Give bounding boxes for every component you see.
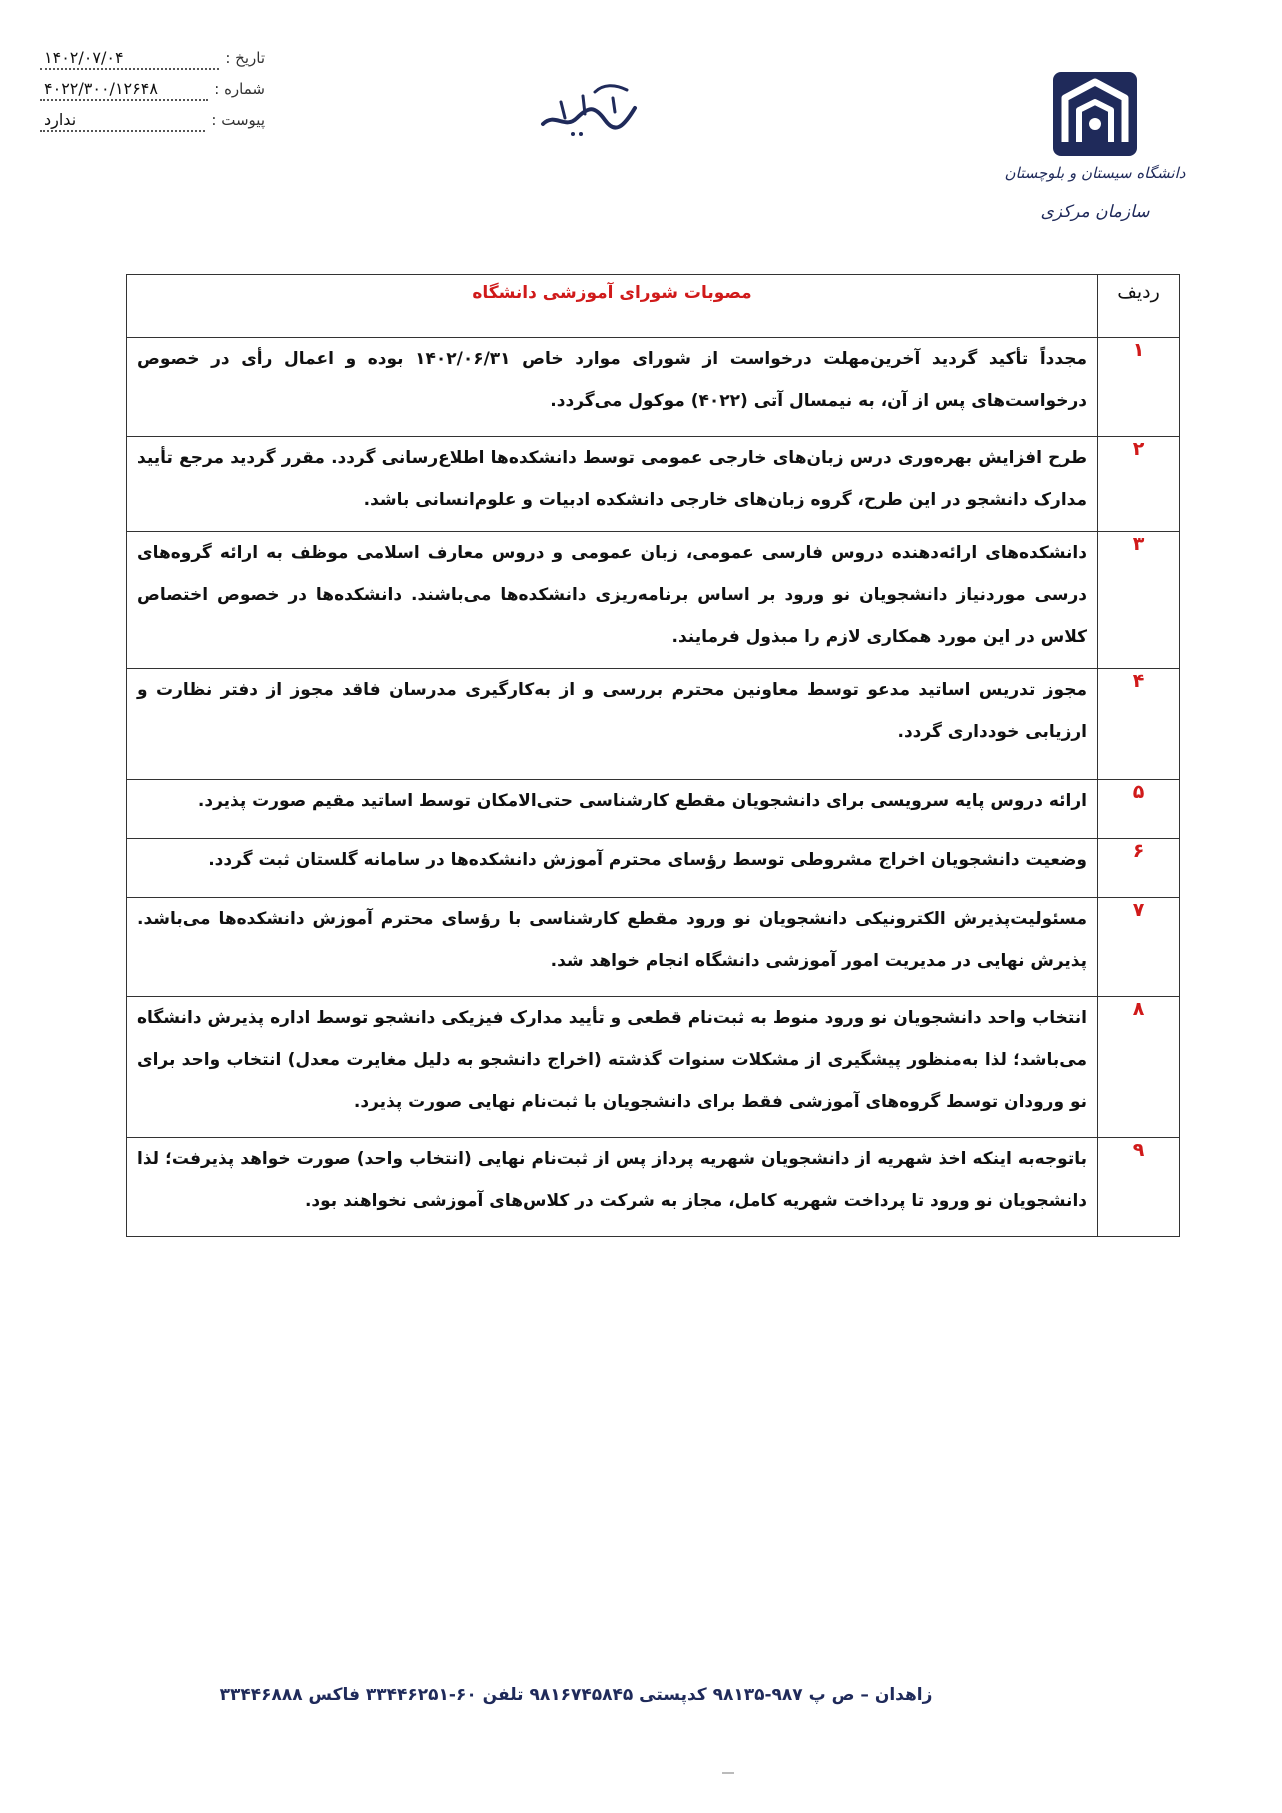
date-value: ۱۴۰۲/۰۷/۰۴	[40, 48, 219, 70]
attachment-value: ندارد	[40, 110, 205, 132]
date-label: تاریخ :	[225, 49, 265, 67]
row-number: ۵	[1098, 780, 1180, 839]
organization-name: سازمان مرکزی	[1040, 202, 1150, 222]
row-number: ۶	[1098, 839, 1180, 898]
number-row	[40, 79, 265, 110]
basmala-calligraphy	[535, 72, 645, 144]
table-row	[127, 669, 1180, 780]
university-emblem-icon	[1049, 68, 1141, 160]
row-number: ۴	[1098, 669, 1180, 780]
university-logo	[985, 68, 1205, 222]
table-row	[127, 1138, 1180, 1237]
row-text: مسئولیت‌پذیرش الکترونیکی دانشجویان نو ورود مقطع کارشناسی با رؤسای محترم آموزش دانشکده‌ها می‌باشد. پذیرش نهایی در مدیریت امور آموزشی دانشگاه انجام خواهد شد.	[127, 898, 1098, 997]
date-row	[40, 48, 265, 79]
row-text: ارائه دروس پایه سرویسی برای دانشجویان مقطع کارشناسی حتی‌الامکان توسط اساتید مقیم صورت پذیرد.	[127, 780, 1098, 839]
university-name: دانشگاه سیستان و بلوچستان	[1004, 164, 1186, 182]
number-label: شماره :	[214, 80, 265, 98]
row-text: دانشکده‌های ارائه‌دهنده دروس فارسی عمومی، زبان عمومی و دروس معارف اسلامی موظف به ارائه گروه‌های درسی موردنیاز دانشجویان نو ورود بر اساس برنامه‌ریزی دانشکده‌ها می‌باشند. دانشکده‌ها در خصوص اختصاص کلاس در این مورد همکاری لازم را مبذول فرمایند.	[127, 532, 1098, 669]
row-text: باتوجه‌به اینکه اخذ شهریه از دانشجویان شهریه پرداز پس از ثبت‌نام نهایی (انتخاب واحد) صورت خواهد پذیرفت؛ لذا دانشجویان نو ورود تا پرداخت شهریه کامل، مجاز به شرکت در کلاس‌های آموزشی نخواهند بود.	[127, 1138, 1098, 1237]
row-number: ۷	[1098, 898, 1180, 997]
number-value: ۴۰۲۲/۳۰۰/۱۲۶۴۸	[40, 79, 208, 101]
attachment-row	[40, 110, 265, 141]
resolutions-title-header: مصوبات شورای آموزشی دانشگاه	[127, 275, 1098, 338]
table-row	[127, 997, 1180, 1138]
row-number: ۲	[1098, 437, 1180, 532]
row-text: مجدداً تأکید گردید آخرین‌مهلت درخواست از شورای موارد خاص ۱۴۰۲/۰۶/۳۱ بوده و اعمال رأی در خصوص درخواست‌های پس از آن، به نیمسال آتی (۴۰۲۲) موکول می‌گردد.	[127, 338, 1098, 437]
table-row	[127, 839, 1180, 898]
row-text: وضعیت دانشجویان اخراج مشروطی توسط رؤسای محترم آموزش دانشکده‌ها در سامانه گلستان ثبت گردد.	[127, 839, 1098, 898]
resolutions-table	[126, 274, 1180, 1237]
footer-address: زاهدان – ص پ ۹۸۷-۹۸۱۳۵ کدپستی ۹۸۱۶۷۴۵۸۴۵ تلفن ۶۰-۳۳۴۴۶۲۵۱ فاکس ۳۳۴۴۶۸۸۸	[219, 1685, 933, 1705]
row-number: ۸	[1098, 997, 1180, 1138]
table-row	[127, 338, 1180, 437]
attachment-label: پیوست :	[211, 111, 265, 129]
row-text: مجوز تدریس اساتید مدعو توسط معاونین محترم بررسی و از به‌کارگیری مدرسان فاقد مجوز از دفتر نظارت و ارزیابی خودداری گردد.	[127, 669, 1098, 780]
row-number: ۳	[1098, 532, 1180, 669]
letter-meta	[40, 48, 265, 141]
row-number-header: ردیف	[1098, 275, 1180, 338]
table-row	[127, 437, 1180, 532]
table-row	[127, 532, 1180, 669]
row-text: انتخاب واحد دانشجویان نو ورود منوط به ثبت‌نام قطعی و تأیید مدارک فیزیکی دانشجو توسط اداره پذیرش دانشگاه می‌باشد؛ لذا به‌منظور پیشگیری از مشکلات سنوات گذشته (اخراج دانشجو به دلیل مغایرت معدل) انتخاب واحد برای نو ورودان توسط گروه‌های آموزشی فقط برای دانشجویان با ثبت‌نام نهایی صورت پذیرد.	[127, 997, 1098, 1138]
row-number: ۹	[1098, 1138, 1180, 1237]
table-header-row	[127, 275, 1180, 338]
scan-mark	[722, 1772, 734, 1774]
row-text: طرح افزایش بهره‌وری درس زبان‌های خارجی عمومی توسط دانشکده‌ها اطلاع‌رسانی گردد. مقرر گردید مرجع تأیید مدارک دانشجو در این طرح، گروه زبان‌های خارجی دانشکده ادبیات و علوم‌انسانی باشد.	[127, 437, 1098, 532]
row-number: ۱	[1098, 338, 1180, 437]
table-row	[127, 898, 1180, 997]
table-row	[127, 780, 1180, 839]
